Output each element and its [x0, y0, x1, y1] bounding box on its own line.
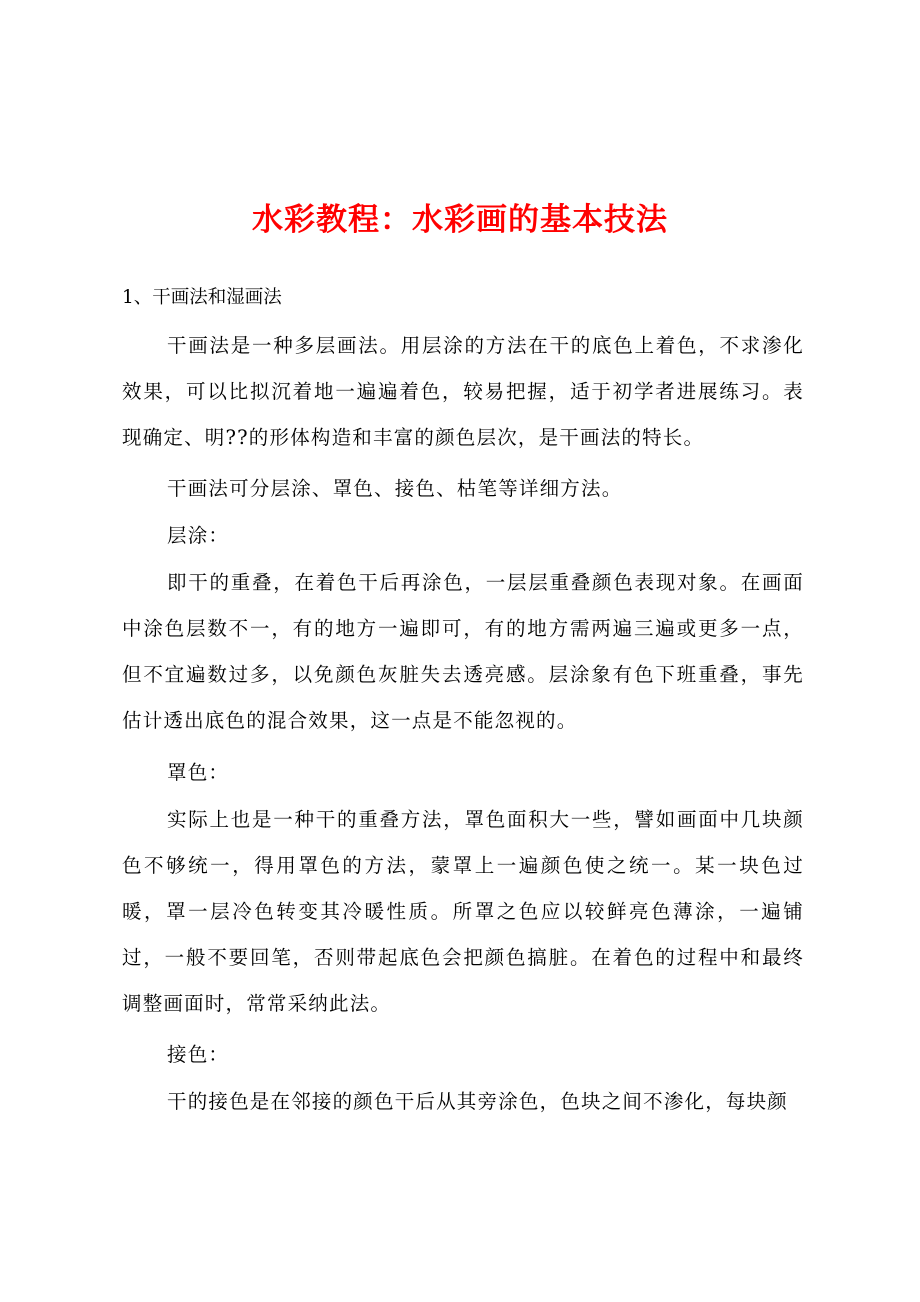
paragraph-methods: 干画法可分层涂、罩色、接色、枯笔等详细方法。	[167, 477, 623, 500]
section-heading: 1、干画法和湿画法	[122, 287, 282, 308]
paragraph-joining: 干的接色是在邻接的颜色干后从其旁涂色，色块之间不渗化，每块颜	[167, 1090, 789, 1113]
paragraph-glazing: 实际上也是一种干的重叠方法，罩色面积大一些，譬如画面中几块颜色不够统一，得用罩色的方法，蒙罩上一遍颜色使之统一。某一块色过暖，罩一层冷色转变其冷暖性质。所罩之色应以较鲜亮色薄涂，一遍铺过，一般不要回笔，否则带起底色会把颜色搞脏。在着色的过程中和最终调整画面时，常常采纳此法。	[122, 808, 804, 1015]
paragraph-dry-painting: 干画法是一种多层画法。用层涂的方法在干的底色上着色，不求渗化效果，可以比拟沉着地一遍遍着色，较易把握，适于初学者进展练习。表现确定、明??的形体构造和丰富的颜色层次，是干画法的特长。	[122, 334, 804, 449]
subheading-glazing: 罩色：	[167, 761, 230, 784]
paragraph-layering: 即干的重叠，在着色干后再涂色，一层层重叠颜色表现对象。在画面中涂色层数不一，有的地方一遍即可，有的地方需两遍三遍或更多一点，但不宜遍数过多，以免颜色灰脏失去透亮感。层涂象有色下班重叠，事先估计透出底色的混合效果，这一点是不能忽视的。	[122, 571, 804, 732]
subheading-layering: 层涂：	[167, 524, 230, 547]
document-title: 水彩教程：水彩画的基本技法	[252, 202, 668, 238]
subheading-joining: 接色：	[167, 1043, 230, 1066]
